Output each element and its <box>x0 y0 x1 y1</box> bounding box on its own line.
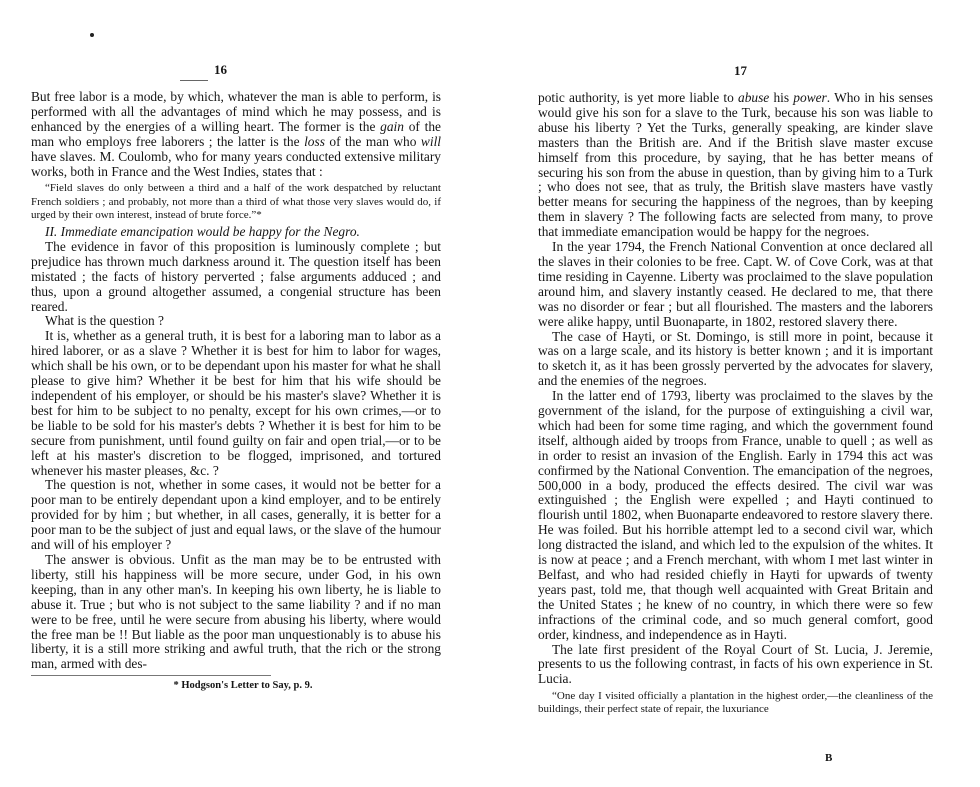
header-rule <box>180 80 208 81</box>
footnote: * Hodgson's Letter to Say, p. 9. <box>173 680 313 692</box>
paragraph: The late first president of the Royal Court of St. Lucia, J. Jeremie, presents to us the following contrast, in facts of his own experience in St. Lucia. <box>538 641 933 687</box>
paragraph: The answer is obvious. Unfit as the man may be to be entrusted with liberty, still his happiness will be more secure, under God, in his own keeping, than in any other man's. In keeping his own liberty, he is liable to abuse it. True ; but who is not subject to the same liability ? and if no man were to be free, until he were secure from abusing his liberty, where would the free man be !! But liable as the poor man unquestionably is to abuse his liberty, it is a still more striking and awful truth, that the rich or the strong man, armed with des- <box>31 551 441 672</box>
block-quote: “Field slaves do only between a third and a half of the work despatched by reluctant French soldiers ; and probably, not more than a third of what those very slaves would do, if urged by their own interest, instead of brute force.”* <box>31 182 441 221</box>
block-quote: “One day I visited officially a plantation in the highest order,—the cleanliness of the buildings, their perfect state of repair, the luxuriance <box>538 690 933 716</box>
paragraph: What is the question ? <box>45 313 164 329</box>
paragraph: It is, whether as a general truth, it is best for a laboring man to labor as a hired laborer, or as a slave ? Whether it is best for him to labor for wages, which shall be his own, or to be dependant upon his master for what he shall please to give him? Whether it be best for him that his wife should be independent of his employer, or should be his master's slave? Whether it is best for him to be subject to no penalty, except for his own crimes,—or to be liable to be sold for his master's debts ? Whether it is best for him to be secure from punishment, until found guilty on fair and open trial,—or to be left at his master's discretion to be flogged, imprisoned, and tortured whenever his master pleases, &c. ? <box>31 328 441 478</box>
page-number: 16 <box>214 62 227 77</box>
left-page-text <box>31 90 441 694</box>
signature-mark: B <box>825 752 833 764</box>
paragraph: In the year 1794, the French National Convention at once declared all the slaves in their colonies to be free. Capt. W. of Cove Cork, was at that time residing in Cayenne. Liberty was proclaimed to the slave population around him, and slavery instantly ceased. He declared to me, that there was no disorder or fear ; but all flourished. The masters and the laborers were alike happy, until Buonaparte, in 1802, restored slavery there. <box>538 239 933 329</box>
paragraph: potic authority, is yet more liable to abuse his power. Who in his senses would give his son for a slave to the Turk, because his son was liable to abuse his liberty ? Yet the Turks, generally speaking, are kinder slave masters than the British are. And if the British slave master excuse himself from this procedure, by saying, that he has better means of securing his son from the abuse in question, than by giving him to a Turk ; who does not see, that as truly, the British slave masters have vastly better means for securing the happiness of the negroes, than by keeping them in slavery ? The following facts are selected from many, to prove that immediate emancipation would be happy for the negroes. <box>538 90 933 240</box>
paragraph: The case of Hayti, or St. Domingo, is still more in point, because it was on a large scale, and its history is better known ; and it is important to sketch it, as it has been grossly perverted by the advocates for slavery, and the enemies of the negroes. <box>538 328 933 389</box>
ink-dot <box>90 33 94 37</box>
paragraph: The evidence in favor of this proposition is luminously complete ; but prejudice has thrown much darkness around it. The question itself has been mistated ; the facts of history perverted ; false arguments adduced ; and thus, upon a ground altogether assumed, a congenial structure has been reared. <box>31 238 441 314</box>
page-number: 17 <box>734 63 747 78</box>
right-page <box>490 0 980 787</box>
footnote-rule <box>31 675 271 676</box>
paragraph: The question is not, whether in some cases, it would not be better for a poor man to be entirely dependant upon a kind employer, and to be entirely provided for by him ; but whether, in all cases, generally, it is better for a poor man to be the subject of just and equal laws, or the slave of the humour and will of his employer ? <box>31 477 441 553</box>
section-heading: II. Immediate emancipation would be happy for the Negro. <box>45 224 360 240</box>
right-page-text <box>538 91 933 720</box>
paragraph: In the latter end of 1793, liberty was proclaimed to the slaves by the government of the island, for the purpose of extinguishing a civil war, which had been for some time raging, and which the government found itself, although aided by troops from France, unable to quell ; as well as in order to resist an invasion of the English. Early in 1794 this act was confirmed by the National Convention. The emancipation of the negroes, 500,000 in a body, produced the effects desired. The civil war was extinguished ; the English were expelled ; and Hayti continued to flourish until 1802, when Buonaparte endeavored to restore slavery there. He was foiled. But his horrible attempt led to a second civil war, which long distracted the island, and which led to the expulsion of the whites. It is now at peace ; and a French merchant, with whom I met last winter in Belfast, and who had resided chiefly in Hayti for upwards of twenty years past, told me, that though well acquainted with Great Britain and the United States ; he knew of no country, in which there were so few infractions of the criminal code, and so much general comfort, good order, kindness, and independence as in Hayti. <box>538 388 933 642</box>
paragraph: But free labor is a mode, by which, whatever the man is able to perform, is performed with all the advantages of mind which he may possess, and is enhanced by the energies of a willing heart. The former is the gain of the man who employs free laborers ; the latter is the loss of the man who will have slaves. M. Coulomb, who for many years conducted extensive military works, both in France and the West Indies, states that : <box>31 89 442 179</box>
